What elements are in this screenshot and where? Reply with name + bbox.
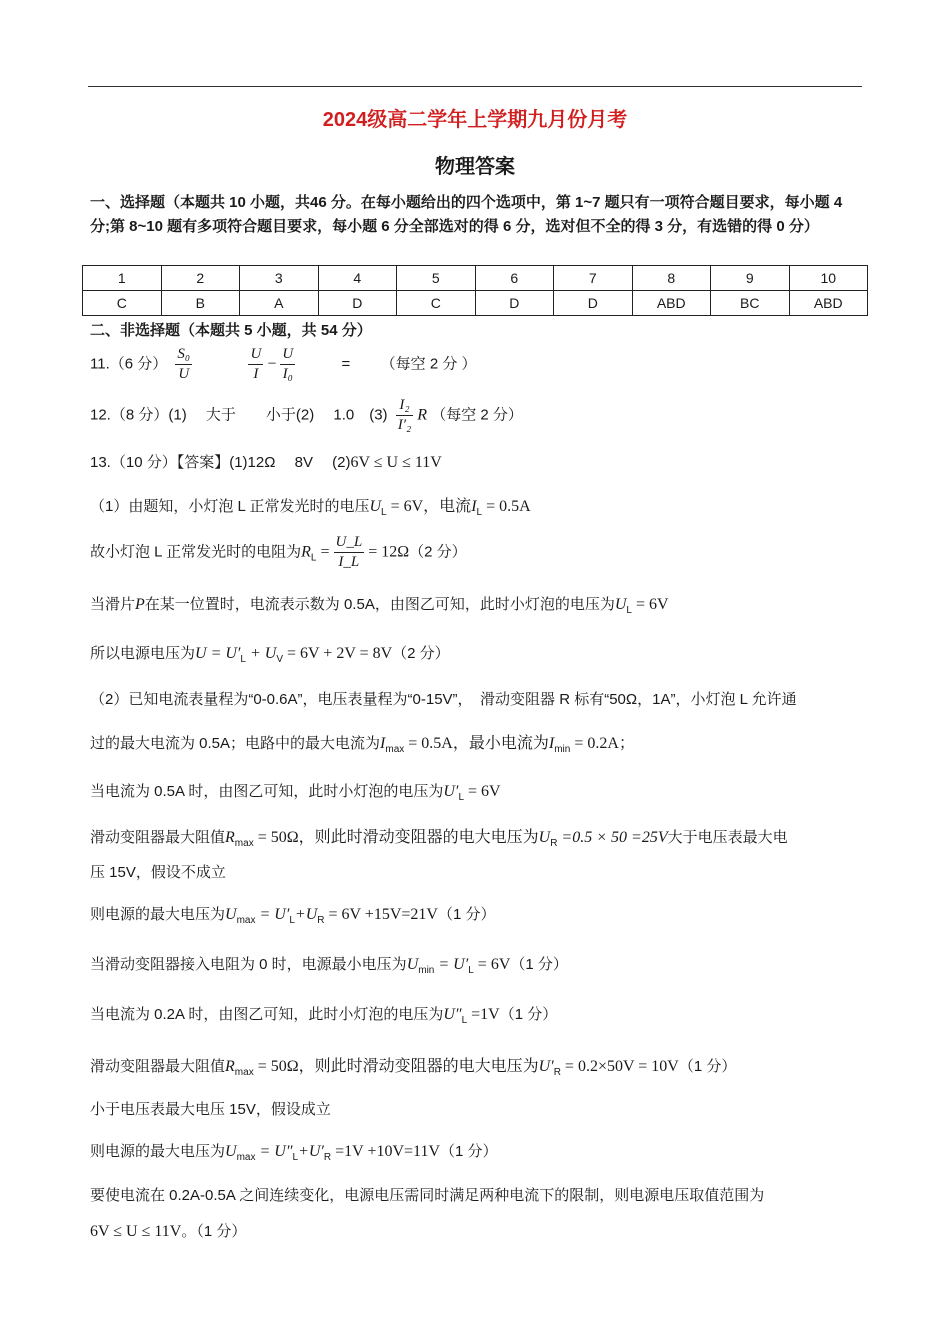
- text: = 50Ω，则此时滑动变阻器的电大电压为: [253, 1058, 539, 1075]
- text: = 0.5A，最小电流为: [404, 735, 549, 752]
- text: =1V: [467, 1006, 500, 1023]
- subscript: max: [236, 1152, 256, 1163]
- score-note: （1 分）: [678, 1058, 737, 1075]
- table-cell: 7: [554, 266, 633, 291]
- subscript: R: [553, 1067, 561, 1078]
- subscript: L: [461, 1015, 468, 1026]
- table-cell: C: [397, 291, 476, 316]
- q13-line: [90, 451, 442, 472]
- solution-line-10: [90, 903, 495, 926]
- solution-line-5: （2）已知电流表量程为“0-0.6A”，电压表量程为“0-15V”， 滑动变阻器 R 标有“50Ω，1A”，小灯泡 L 允许通: [90, 691, 797, 708]
- table-cell: 9: [711, 266, 790, 291]
- resistance-fraction: [334, 533, 365, 572]
- text: 当电流为 0.2A 时，由图乙可知，此时小灯泡的电压为: [90, 1006, 444, 1023]
- text: = 6V: [631, 596, 669, 613]
- text: （1）由题知，小灯泡 L 正常发光时的电压: [90, 498, 370, 515]
- score-note: （1 分）: [499, 1006, 558, 1023]
- score-note: （2 分）: [409, 543, 467, 561]
- math-symbol: R: [225, 1058, 235, 1075]
- math-symbol: U′: [538, 1058, 554, 1075]
- q13-answer-1: 12Ω 8V (2): [247, 454, 351, 471]
- solution-line-16: 要使电流在 0.2A-0.5A 之间连续变化，电源电压需同时满足两种电流下的限制，则电源电压取值范围为: [90, 1187, 765, 1204]
- subscript: L: [292, 1152, 299, 1163]
- math-symbol: U: [614, 596, 627, 613]
- q12-line: [90, 396, 523, 435]
- subscript: V: [276, 654, 284, 665]
- answer-table-answers-row: [83, 291, 868, 316]
- minus-sign: −: [267, 355, 277, 373]
- table-cell: 10: [789, 266, 868, 291]
- table-cell: ABD: [632, 291, 711, 316]
- solution-line-4: [90, 642, 450, 665]
- math-expression: +U: [294, 906, 318, 923]
- text: = 6V +15V=21V: [324, 906, 438, 923]
- fraction-denominator: U: [178, 366, 190, 382]
- math-expression: = U′: [434, 956, 469, 973]
- subscript: L: [289, 915, 295, 926]
- fraction-numerator: I₂: [396, 396, 414, 416]
- subscript: L: [240, 654, 246, 665]
- q12-fraction: [396, 396, 414, 435]
- table-cell: ABD: [789, 291, 868, 316]
- q11-fraction-2a: [248, 345, 263, 384]
- subscript: R: [550, 838, 558, 849]
- math-symbol: U: [225, 906, 237, 923]
- table-cell: 8: [632, 266, 711, 291]
- text: 大于电压表最大电: [667, 829, 788, 846]
- solution-line-1: [90, 493, 531, 518]
- solution-line-14: 小于电压表最大电压 15V，假设成立: [90, 1101, 331, 1118]
- q11-label: 11.（6 分）: [90, 355, 168, 373]
- solution-line-12: [90, 1003, 557, 1026]
- solution-line-2: [90, 533, 467, 572]
- q13-label: 13.（10 分）【答案】(1): [90, 454, 248, 471]
- fraction-numerator: U: [248, 345, 263, 365]
- text: = 6V + 2V = 8V: [283, 645, 393, 662]
- text: 当电流为 0.5A 时，由图乙可知，此时小灯泡的电压为: [90, 783, 444, 800]
- text: = 6V: [464, 783, 501, 800]
- q13-answer-2: 6V ≤ U ≤ 11V: [350, 454, 442, 471]
- text: = 12Ω: [368, 543, 410, 561]
- subscript: L: [381, 507, 387, 518]
- math-expression: + U: [245, 645, 277, 662]
- table-cell: D: [318, 291, 397, 316]
- subscript: max: [234, 838, 254, 849]
- subscript: L: [310, 552, 317, 564]
- math-symbol: U: [225, 1143, 237, 1160]
- section2-heading: 二、非选择题（本题共 5 小题，共 54 分）: [90, 322, 372, 339]
- page-subtitle: 物理答案: [435, 156, 515, 178]
- math-symbol: U: [538, 829, 551, 846]
- math-expression: = U″: [255, 1143, 293, 1160]
- text: 则电源的最大电压为: [90, 906, 226, 923]
- solution-line-13: [90, 1053, 736, 1078]
- q11-fraction-1: [175, 345, 192, 384]
- subscript: max: [236, 915, 256, 926]
- q11-line: [90, 345, 477, 384]
- q11-fraction-2b: [280, 345, 295, 384]
- score-note: 。（1 分）: [181, 1223, 247, 1240]
- score-note: （2 分）: [392, 645, 450, 662]
- table-cell: 6: [475, 266, 554, 291]
- text: = 0.2×50V = 10V: [560, 1058, 679, 1075]
- text: =: [316, 543, 330, 561]
- math-symbol: U: [406, 956, 419, 973]
- q11-note: （每空 2 分 ）: [380, 355, 477, 373]
- text: 当滑动变阻器接入电阻为 0 时，电源最小电压为: [90, 956, 407, 973]
- answer-table-numbers-row: [83, 266, 868, 291]
- math-symbol: I: [471, 498, 477, 515]
- subscript: R: [317, 915, 325, 926]
- table-cell: D: [554, 291, 633, 316]
- fraction-denominator: I₀: [282, 366, 293, 382]
- text: = 0.2A；: [570, 735, 635, 752]
- math-symbol: I: [548, 735, 555, 752]
- solution-line-9: 压 15V，假设不成立: [90, 864, 226, 881]
- solution-line-11: [90, 953, 568, 976]
- math-expression: =0.5 × 50 =25V: [557, 829, 668, 846]
- table-cell: BC: [711, 291, 790, 316]
- math-symbol: U′: [443, 783, 459, 800]
- table-cell: 1: [83, 266, 162, 291]
- subscript: max: [234, 1067, 254, 1078]
- table-cell: C: [83, 291, 162, 316]
- score-note: （1 分）: [437, 906, 496, 923]
- table-cell: 4: [318, 266, 397, 291]
- section1-heading: 一、选择题（本题共 10 小题，共46 分。在每小题给出的四个选项中，第 1~7 题只有一项符合题目要求，每小题 4 分;第 8~10 题有多项符合题目要求，每小题 6 分全部选对的得 6 分，选对但不全的得 3 分，有选错的得 0 分）: [90, 194, 843, 235]
- table-cell: 5: [397, 266, 476, 291]
- math-expression: = U′: [255, 906, 290, 923]
- solution-line-15: [90, 1140, 498, 1163]
- score-note: （1 分）: [440, 1143, 498, 1160]
- fraction-denominator: I: [253, 366, 259, 382]
- subscript: min: [554, 744, 571, 755]
- text: = 0.5A: [482, 498, 531, 515]
- table-cell: A: [240, 291, 319, 316]
- text: = 50Ω，则此时滑动变阻器的电大电压为: [253, 829, 539, 846]
- subscript: R: [323, 1152, 332, 1163]
- text: = 6V，电流: [386, 498, 472, 515]
- text: 滑动变阻器最大阻值: [90, 829, 226, 846]
- math-symbol: R: [301, 543, 311, 561]
- table-cell: 2: [161, 266, 240, 291]
- subscript: L: [468, 965, 474, 976]
- q11-equals: =: [341, 355, 351, 373]
- fraction-denominator: I′₂: [397, 417, 412, 433]
- text: 滑动变阻器最大阻值: [90, 1058, 226, 1075]
- final-range: 6V ≤ U ≤ 11V: [90, 1223, 182, 1240]
- fraction-numerator: U: [280, 345, 295, 365]
- answer-table: [82, 265, 868, 316]
- math-symbol: R: [225, 829, 235, 846]
- text: =1V +10V=11V: [331, 1143, 441, 1160]
- solution-line-17: [90, 1220, 246, 1241]
- text: = 6V: [473, 956, 511, 973]
- text: 则电源的最大电压为: [90, 1143, 226, 1160]
- text: 在某一位置时，电流表示数为 0.5A，由图乙可知，此时小灯泡的电压为: [144, 596, 615, 613]
- math-symbol: U″: [443, 1006, 462, 1023]
- text: 故小灯泡 L 正常发光时的电阻为: [90, 543, 302, 561]
- math-symbol: P: [135, 596, 145, 613]
- q12-label: 12.（8 分）(1) 大于 小于(2) 1.0 (3): [90, 406, 388, 424]
- fraction-denominator: I_L: [338, 554, 360, 570]
- text: 所以电源电压为: [90, 645, 196, 662]
- math-symbol: U: [369, 498, 382, 515]
- subscript: L: [476, 507, 483, 518]
- fraction-numerator: S₀: [175, 345, 192, 365]
- text: 过的最大电流为 0.5A；电路中的最大电流为: [90, 735, 381, 752]
- table-cell: B: [161, 291, 240, 316]
- fraction-numerator: U_L: [334, 533, 365, 553]
- header-rule: [88, 86, 862, 87]
- table-cell: D: [475, 291, 554, 316]
- page-title: 2024级高二学年上学期九月份月考: [322, 109, 628, 131]
- text: 当滑片: [90, 596, 136, 613]
- q12-note: （每空 2 分）: [431, 406, 523, 424]
- subscript: min: [418, 965, 435, 976]
- subscript: L: [458, 792, 464, 803]
- solution-line-7: [90, 780, 501, 803]
- q12-r: R: [417, 406, 428, 424]
- subscript: L: [626, 605, 632, 616]
- math-symbol: I: [380, 735, 386, 752]
- subscript: max: [385, 744, 405, 755]
- solution-line-6: [90, 730, 635, 755]
- score-note: （1 分）: [510, 956, 568, 973]
- math-expression: U = U′: [195, 645, 241, 662]
- solution-line-3: [90, 593, 669, 616]
- table-cell: 3: [240, 266, 319, 291]
- math-expression: +U′: [298, 1143, 324, 1160]
- solution-line-8: [90, 824, 788, 849]
